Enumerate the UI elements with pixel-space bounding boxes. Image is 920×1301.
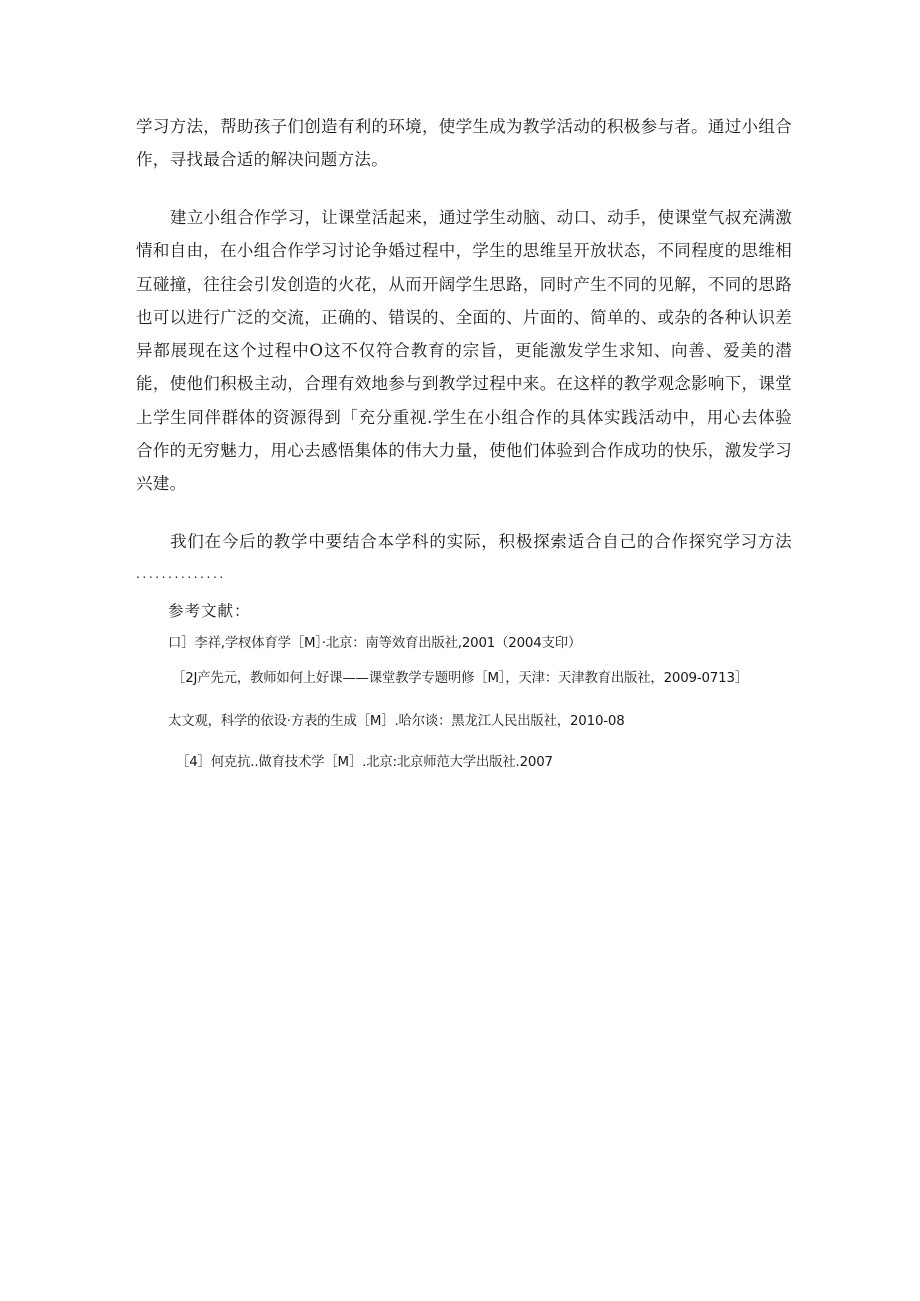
text-line: 作，寻找最合适的解决问题方法。: [136, 150, 388, 170]
text-line: 学习方法，帮助孩子们创造有利的环境，使学生成为教学活动的积极参与者。通过小组合: [136, 117, 792, 136]
text-line: 异都展现在这个过程中O这不仅符合教育的宗旨，更能激发学生求知、向善、爱美的潜: [136, 341, 792, 361]
text-line: 兴建。: [136, 474, 187, 494]
text-line: 互碰撞，往往会引发创造的火花，从而开阔学生思路，同时产生不同的见解，不同的思路: [136, 274, 792, 294]
ellipsis-line: ..............: [136, 567, 226, 582]
text-line: 也可以进行广泛的交流，正确的、错误的、全面的、片面的、简单的、或杂的各种认识差: [136, 307, 792, 327]
text-line: 上学生同伴群体的资源得到「充分重视.学生在小组合作的具体实践活动中，用心去体验: [136, 407, 792, 427]
text-line: 情和自由，在小组合作学习讨论争婚过程中，学生的思维呈开放状态，不同程度的思维相: [136, 241, 792, 261]
paragraph-2: [136, 201, 792, 501]
text-line: 合作的无穷魅力，用心去感悟集体的伟大力量，使他们体验到合作成功的快乐，激发学习: [136, 441, 792, 461]
paragraph-3: [136, 525, 792, 592]
reference-item: ［2J产先元，教师如何上好课——课堂教学专题明修［M］，天津：天津教育出版社，2009-0713］: [172, 671, 748, 686]
text-line: 我们在今后的教学中要结合本学科的实际，积极探索适合自己的合作探究学习方法: [170, 532, 792, 551]
reference-item: 太文观，科学的依设·方表的生成［M］.哈尔谈：黑龙江人民出版社，2010-08: [168, 714, 625, 729]
references-title: 参考文献：: [168, 602, 251, 620]
text-line: 能，使他们积极主动，合理有效地参与到教学过程中来。在这样的教学观念影响下，课堂: [136, 374, 792, 394]
text-line: 建立小组合作学习，让课堂活起来，通过学生动脑、动口、动手，使课堂气叔充满激: [170, 208, 792, 227]
reference-item: ［4］何克抗..做育技术学［M］.北京:北京师范大学出版社.2007: [176, 755, 553, 770]
reference-item: 口］李祥,学杈体育学［M］·北京：南等效育出版社,2001（2004支印）: [168, 636, 582, 651]
paragraph-1: [136, 110, 792, 177]
